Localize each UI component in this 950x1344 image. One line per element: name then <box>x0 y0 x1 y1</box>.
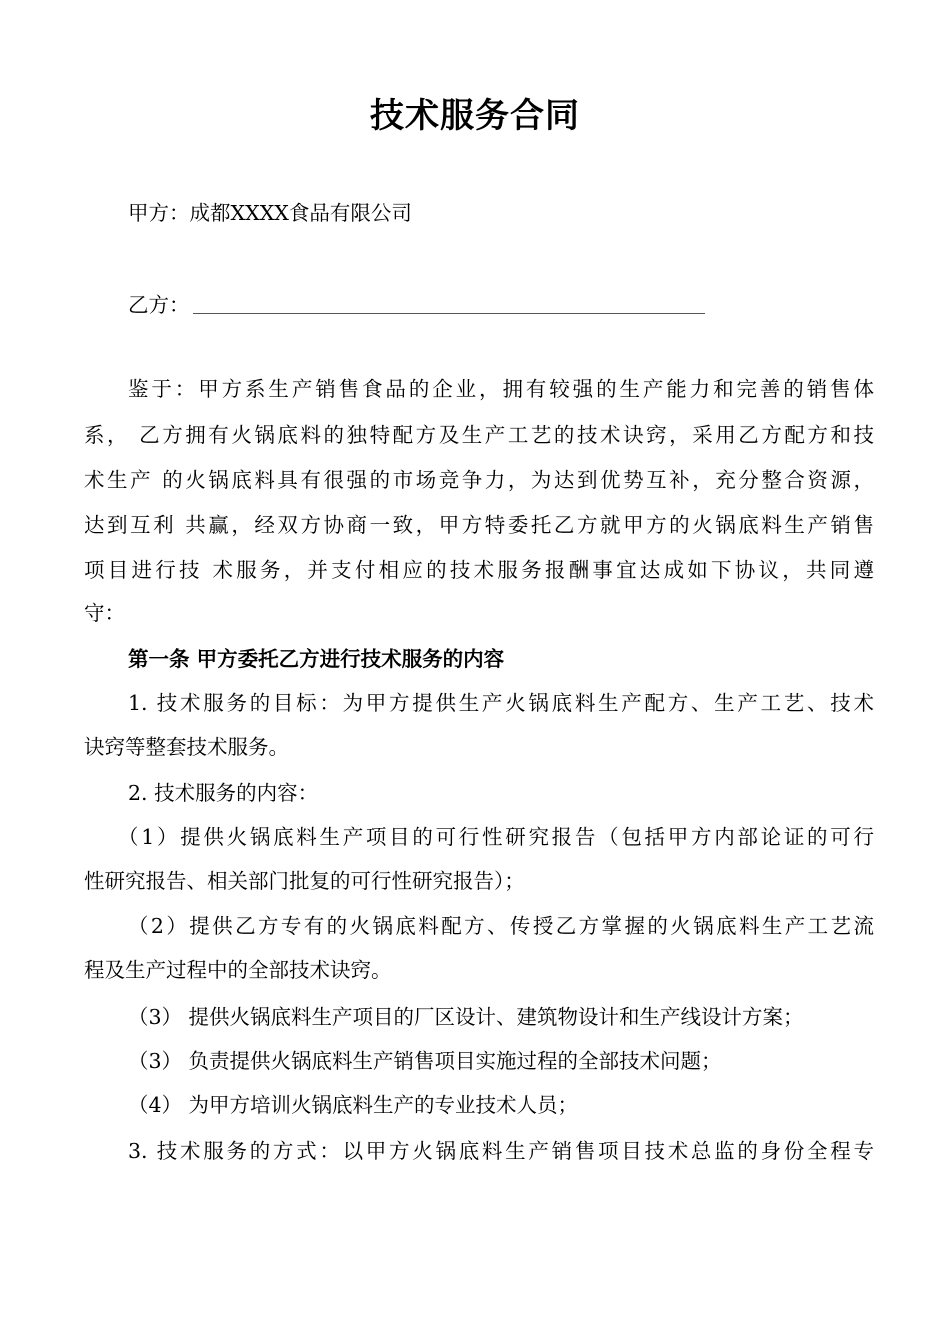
article-1-heading: 第一条 甲方委托乙方进行技术服务的内容 <box>128 647 505 671</box>
sub-item-4-line: （4） 为甲方培训火锅底料生产的专业技术人员； <box>128 1093 579 1117</box>
party-b-blank-line <box>193 313 705 314</box>
sub-item-1-line: （1）提供火锅底料生产项目的可行性研究报告（包括甲方内部论证的可行 <box>118 825 874 849</box>
preamble-line: 项目进行技 术服务，并支付相应的技术服务报酬事宜达成如下协议，共同遵 <box>84 558 874 582</box>
item-1-line: 1. 技术服务的目标：为甲方提供生产火锅底料生产配方、生产工艺、技术 <box>128 691 874 715</box>
preamble-line: 鉴于：甲方系生产销售食品的企业，拥有较强的生产能力和完善的销售体 <box>128 377 874 401</box>
document-title: 技术服务合同 <box>370 96 580 136</box>
preamble-line: 系， 乙方拥有火锅底料的独特配方及生产工艺的技术诀窍，采用乙方配方和技 <box>84 423 874 447</box>
sub-item-3-line: （3） 提供火锅底料生产项目的厂区设计、建筑物设计和生产线设计方案； <box>128 1005 804 1029</box>
preamble-line: 守： <box>84 601 125 625</box>
sub-item-1-line: 性研究报告、相关部门批复的可行性研究报告）； <box>84 869 525 893</box>
sub-item-2-line: 程及生产过程中的全部技术诀窍。 <box>84 958 392 982</box>
sub-item-3b-line: （3） 负责提供火锅底料生产销售项目实施过程的全部技术问题； <box>128 1049 722 1073</box>
item-1-line: 诀窍等整套技术服务。 <box>84 735 289 759</box>
item-2-heading: 2. 技术服务的内容： <box>128 781 319 805</box>
party-b-label: 乙方： <box>128 293 190 317</box>
preamble-line: 达到互利 共赢，经双方协商一致，甲方特委托乙方就甲方的火锅底料生产销售 <box>84 513 874 537</box>
item-3-line: 3. 技术服务的方式：以甲方火锅底料生产销售项目技术总监的身份全程专 <box>128 1139 874 1163</box>
sub-item-2-line: （2）提供乙方专有的火锅底料配方、传授乙方掌握的火锅底料生产工艺流 <box>128 914 874 938</box>
party-a-line: 甲方：成都XXXX食品有限公司 <box>128 201 412 225</box>
preamble-line: 术生产 的火锅底料具有很强的市场竞争力，为达到优势互补，充分整合资源， <box>84 468 874 492</box>
